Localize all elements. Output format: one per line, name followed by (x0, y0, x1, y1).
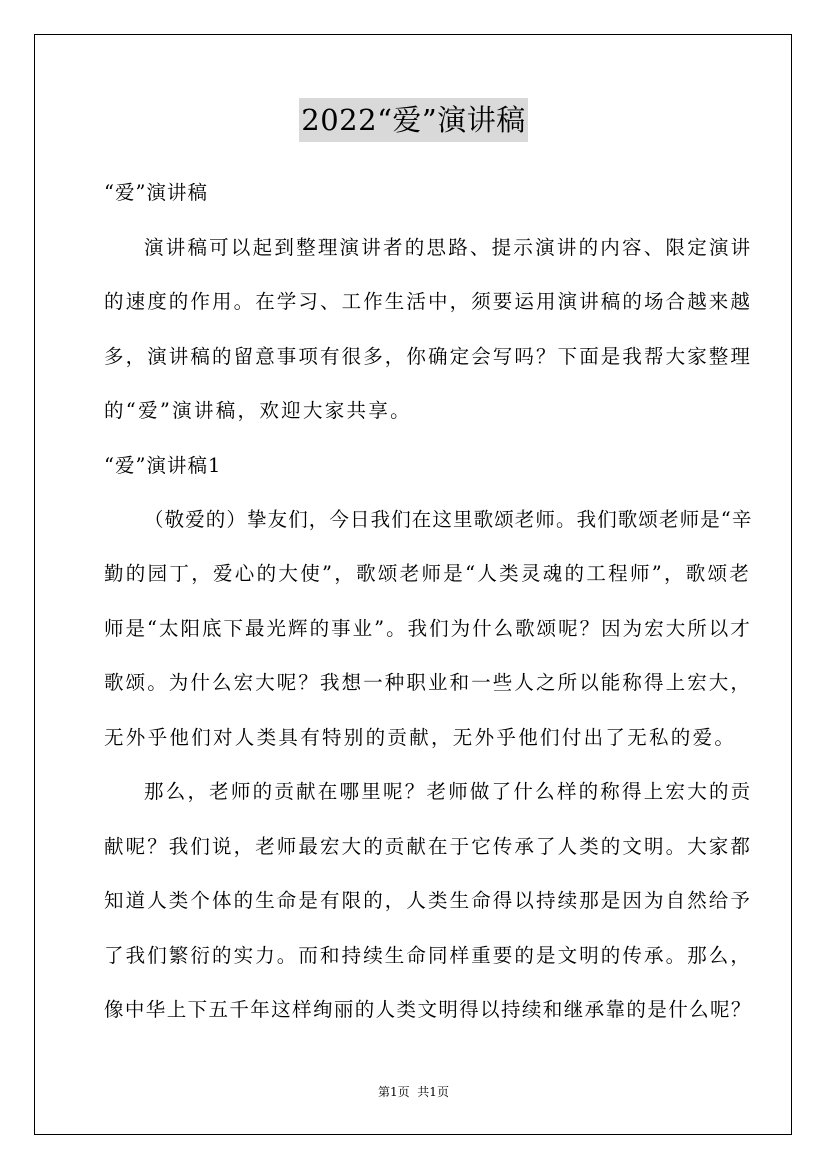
paragraph-line: 演讲稿可以起到整理演讲者的思路、提示演讲的内容、限定演讲 (144, 236, 753, 259)
paragraph-line: 无外乎他们对人类具有特别的贡献，无外乎他们付出了无私的爱。 (104, 726, 737, 749)
paragraph-line: 师是“太阳底下最光辉的事业”。我们为什么歌颂呢？因为宏大所以才 (104, 617, 752, 640)
document-title: 2022“爱”演讲稿 (299, 98, 527, 142)
paragraph-line: 多，演讲稿的留意事项有很多，你确定会写吗？下面是我帮大家整理 (104, 345, 753, 368)
paragraph-line: （敬爱的）挚友们，今日我们在这里歌颂老师。我们歌颂老师是“辛 (144, 508, 753, 531)
paragraph-line: 歌颂。为什么宏大呢？我想一种职业和一些人之所以能称得上宏大， (104, 671, 753, 694)
paragraph-line: 那么，老师的贡献在哪里呢？老师做了什么样的称得上宏大的贡 (144, 780, 753, 803)
paragraph-line: 勤的园丁，爱心的大使”，歌颂老师是“人类灵魂的工程师”，歌颂老 (104, 562, 752, 585)
paragraph-line: 的速度的作用。在学习、工作生活中，须要运用演讲稿的场合越来越 (104, 290, 753, 313)
title-container (0, 98, 827, 142)
section-heading: “爱”演讲稿 (104, 181, 208, 204)
paragraph-line: 像中华上下五千年这样绚丽的人类文明得以持续和继承靠的是什么呢？ (104, 998, 752, 1021)
paragraph-line: 了我们繁衍的实力。而和持续生命同样重要的是文明的传承。那么， (104, 944, 753, 967)
section-heading: “爱”演讲稿1 (104, 454, 222, 477)
paragraph-line: 知道人类个体的生命是有限的，人类生命得以持续那是因为自然给予 (104, 889, 753, 912)
paragraph-line: 献呢？我们说，老师最宏大的贡献在于它传承了人类的文明。大家都 (104, 835, 753, 858)
paragraph-line: 的“爱”演讲稿，欢迎大家共享。 (104, 399, 412, 422)
page-number: 第1页 共1页 (378, 1085, 449, 1099)
